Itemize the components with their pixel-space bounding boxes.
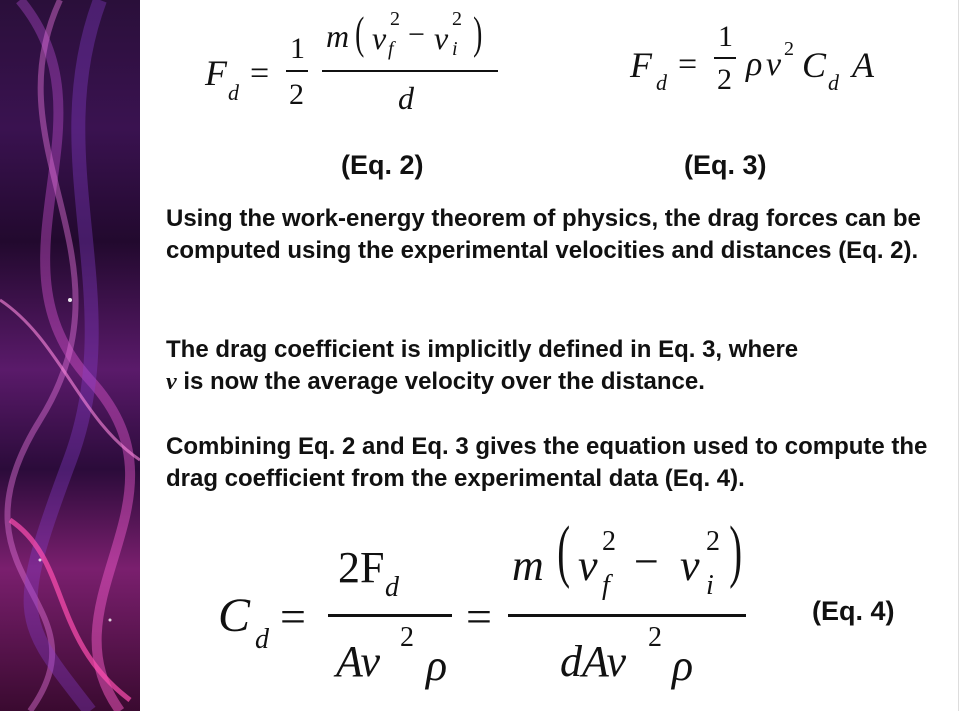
eq4-f2-den-a: dAv xyxy=(560,637,626,686)
eq2-vf-sup: 2 xyxy=(390,8,400,30)
eq4-vi-sub: i xyxy=(706,570,714,601)
eq2-paren-left: ( xyxy=(355,7,365,58)
eq2-paren-right: ) xyxy=(473,7,483,58)
eq4-label: (Eq. 4) xyxy=(812,596,895,626)
eq2-equals: = xyxy=(250,55,270,92)
eq2-vf-sub: f xyxy=(388,38,394,60)
decorative-sidebar xyxy=(0,0,140,711)
eq3-half-den: 2 xyxy=(717,63,732,96)
eq3-rho: ρ xyxy=(746,46,763,83)
sidebar-swirl-graphic xyxy=(0,0,140,711)
paragraph-drag-coefficient-start: The drag coefficient is implicitly defined in Eq. 3, where xyxy=(166,336,799,363)
eq4-vf-sub: f xyxy=(602,570,610,601)
eq2-den: d xyxy=(398,80,414,116)
eq4-f2-den-sup: 2 xyxy=(648,622,662,653)
eq4-lhs: C xyxy=(218,589,251,642)
eq3-c: C xyxy=(802,45,827,85)
eq4-vi-sup: 2 xyxy=(706,526,720,557)
eq4-f1-bar xyxy=(328,614,452,617)
eq3-a: A xyxy=(852,45,874,85)
eq3-half-bar xyxy=(714,57,736,59)
eq3-lhs-sub: d xyxy=(656,70,667,95)
eq4-f1-num: 2F xyxy=(338,543,385,592)
eq4-minus: − xyxy=(634,537,659,586)
paragraph-combining: Combining Eq. 2 and Eq. 3 gives the equation used to compute the drag coefficient from the experimental data (Eq. 4). xyxy=(166,433,928,492)
eq2-main-bar xyxy=(322,70,498,72)
eq4-vf-sup: 2 xyxy=(602,526,616,557)
eq2-vi-sup: 2 xyxy=(452,8,462,30)
eq2-lhs-sub: d xyxy=(228,80,239,105)
eq2-vf: v xyxy=(372,20,387,56)
eq4-f1-den-rho: ρ xyxy=(426,641,448,690)
eq4-f2-den-rho: ρ xyxy=(672,641,694,690)
eq4-equals-1: = xyxy=(280,591,306,642)
eq4-f1-num-sub: d xyxy=(385,572,399,603)
eq4-lhs-sub: d xyxy=(255,624,269,655)
eq2-vi: v xyxy=(434,20,449,56)
eq4-equals-2: = xyxy=(466,591,492,642)
eq4-vf: v xyxy=(578,541,598,590)
paragraph-drag-coefficient-rest: is now the average velocity over the distance. xyxy=(176,368,705,395)
eq2-vi-sub: i xyxy=(452,38,458,60)
eq3-c-sub: d xyxy=(828,70,839,95)
eq2-half-bar xyxy=(286,70,308,72)
eq4-paren-left: ( xyxy=(557,513,571,590)
eq4-paren-right: ) xyxy=(729,513,743,590)
eq3-v: v xyxy=(766,46,782,83)
eq3-half-num: 1 xyxy=(718,20,733,53)
eq2-half-den: 2 xyxy=(289,78,304,111)
eq3-label: (Eq. 3) xyxy=(684,150,767,180)
eq2-num-m: m xyxy=(326,18,350,54)
eq2-label: (Eq. 2) xyxy=(341,150,424,180)
eq4-f1-den-sup: 2 xyxy=(400,622,414,653)
eq4-f1-den-a: Av xyxy=(336,637,380,686)
eq4-f2-bar xyxy=(508,614,746,617)
eq2-half-num: 1 xyxy=(290,32,305,65)
eq3-equals: = xyxy=(678,46,698,83)
window-frame-right xyxy=(958,0,974,711)
paragraph-work-energy: Using the work-energy theorem of physics, the drag forces can be computed using the experimental velocities and distances (Eq. 2). xyxy=(166,205,921,264)
eq3-lhs: F xyxy=(630,45,652,85)
eq2-lhs: F xyxy=(205,53,227,93)
paragraph-drag-coefficient xyxy=(166,334,946,398)
eq2-minus: − xyxy=(408,18,425,51)
eq4-f2-num-m: m xyxy=(512,541,544,590)
eq4-vi: v xyxy=(680,541,700,590)
eq3-v-sup: 2 xyxy=(784,38,794,60)
velocity-variable: v xyxy=(166,369,177,395)
